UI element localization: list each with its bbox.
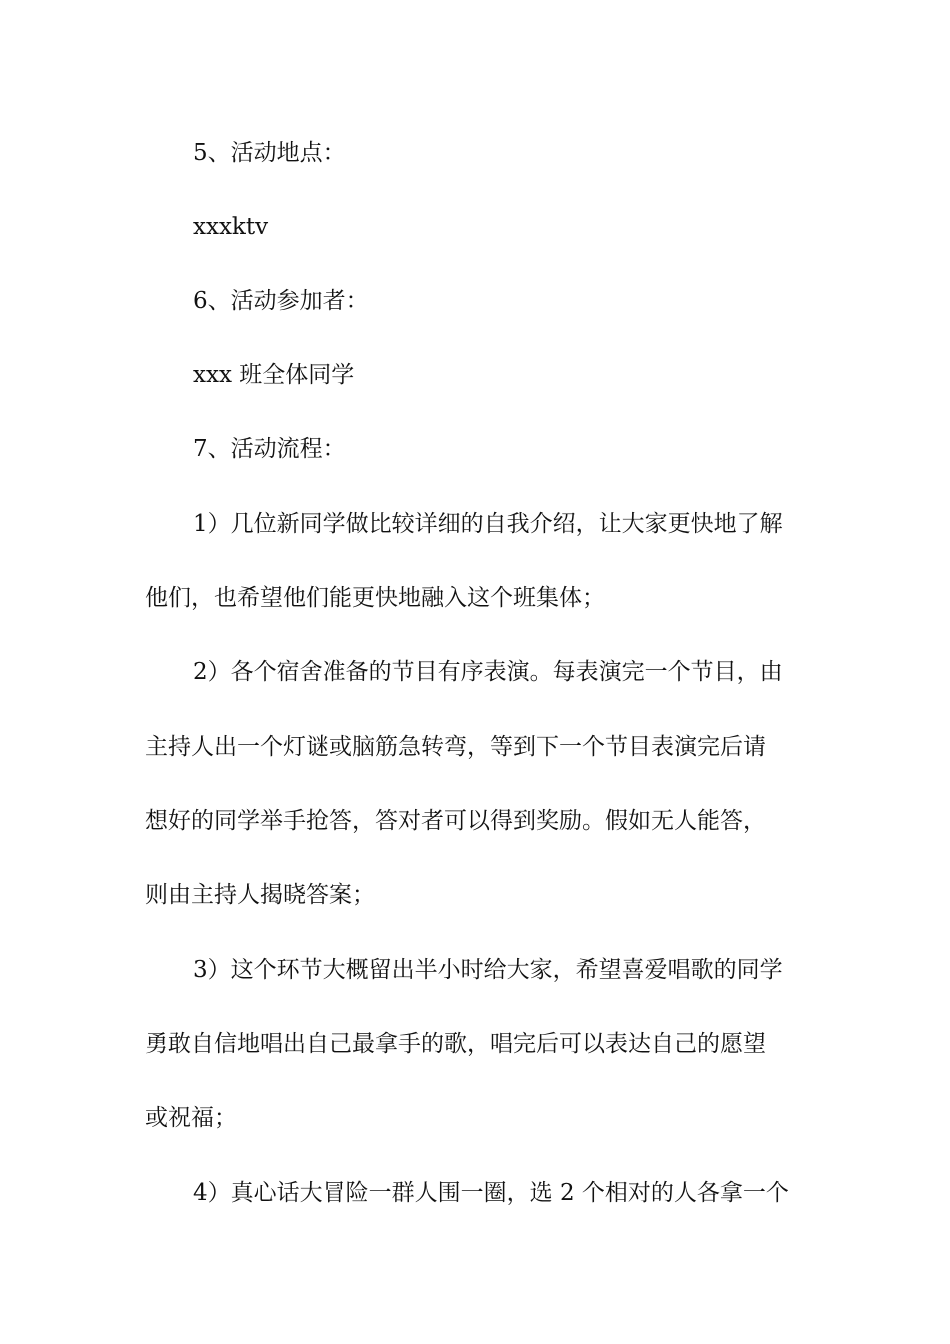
paragraph-step-3-line-2: 勇敢自信地唱出自己最拿手的歌，唱完后可以表达自己的愿望 [145,1031,766,1057]
paragraph-step-2-line-2: 主持人出一个灯谜或脑筋急转弯，等到下一个节目表演完后请 [145,734,766,760]
paragraph-step-3-line-3: 或祝福； [145,1105,237,1131]
text-participants-value: xxx 班全体同学 [193,362,355,388]
paragraph-step-1-line-2: 他们，也希望他们能更快地融入这个班集体； [145,585,605,611]
heading-activity-process: 7、活动流程： [193,436,346,462]
paragraph-step-2-line-4: 则由主持人揭晓答案； [145,882,375,908]
paragraph-step-4-line-1: 4）真心话大冒险一群人围一圈，选 2 个相对的人各拿一个 [193,1180,789,1206]
paragraph-step-2-line-3: 想好的同学举手抢答，答对者可以得到奖励。假如无人能答， [145,808,766,834]
text-location-value: xxxktv [193,214,269,240]
paragraph-step-3-line-1: 3）这个环节大概留出半小时给大家，希望喜爱唱歌的同学 [193,957,783,983]
paragraph-step-1-line-1: 1）几位新同学做比较详细的自我介绍，让大家更快地了解 [193,511,783,537]
paragraph-step-2-line-1: 2）各个宿舍准备的节目有序表演。每表演完一个节目，由 [193,659,783,685]
heading-activity-location: 5、活动地点： [193,140,346,166]
heading-participants: 6、活动参加者： [193,288,369,314]
